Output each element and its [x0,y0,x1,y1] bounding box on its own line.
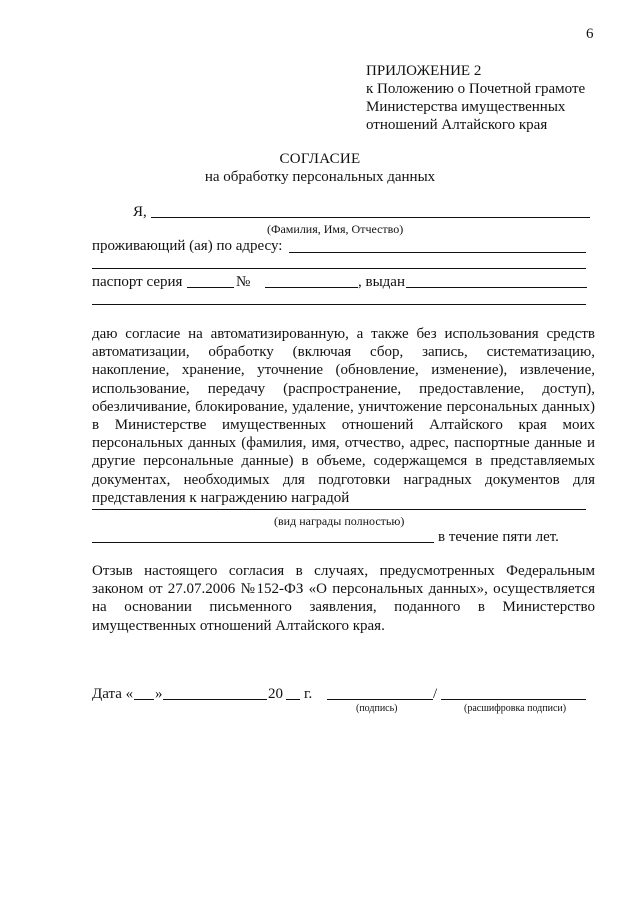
document-title [0,150,640,186]
passport-issued-field-line[interactable] [406,287,587,288]
signature-decoding-field-line[interactable] [441,699,586,700]
appendix-line: Министерства имущественных [366,99,566,115]
passport-series-field-line[interactable] [187,287,234,288]
revocation-paragraph: Отзыв настоящего согласия в случаях, предусмотренных Федеральным законом от 27.07.2006 №152-ФЗ «О персональных данных», осуществляется на основании письменного заявления, поданного в Министерство имущественных отношений Алтайского края. [92,563,595,634]
appendix-line: отношений Алтайского края [366,117,548,133]
consent-paragraph: даю согласие на автоматизированную, а также без использования средств автоматизации, обработку (включая сбор, запись, систематизацию, накопление, хранение, уточнение (обновление, изменение), извлечение, использование, передачу (распространение, предоставление, доступ), обезличивание, блокирование, удаление, уничтожение персональных данных) в Министерстве имущественных отношений Алтайского края моих персональных данных (фамилия, имя, отчество, адрес, паспортные данные и другие персональные данные) в объеме, содержащемся в представляемых документах, необходимых для подготовки наградных документов для представления к награждению наградой [92,326,595,506]
appendix-title: ПРИЛОЖЕНИЕ 2 [366,63,482,79]
page-number: 6 [586,26,594,42]
award-type-caption: (вид награды полностью) [274,514,405,528]
passport-issued-label: , выдан [358,274,405,290]
award-type-field-line[interactable] [92,509,586,510]
address-field-line[interactable] [289,252,586,253]
passport-number-field-line[interactable] [265,287,358,288]
signature-field-line[interactable] [327,699,433,700]
signature-slash: / [433,686,438,702]
date-day-field-line[interactable] [134,699,154,700]
appendix-line: к Положению о Почетной грамоте [366,81,586,97]
passport-number-label: № [236,274,251,290]
year-prefix: 20 [268,686,283,702]
i-label: Я, [133,204,147,220]
signature-decoding-caption: (расшифровка подписи) [464,703,567,714]
title-sub: на обработку персональных данных [204,169,436,185]
date-quote-close: » [155,686,163,702]
title-main: СОГЛАСИЕ [279,151,361,167]
address-field-line-2[interactable] [92,268,586,269]
date-label: Дата « [92,686,134,702]
passport-issued-field-line-2[interactable] [92,304,586,305]
date-month-field-line[interactable] [163,699,267,700]
date-year-field-line[interactable] [286,699,300,700]
passport-series-label: паспорт серия [92,274,183,290]
appendix-header [366,62,585,134]
term-text: в течение пяти лет. [438,529,559,545]
full-name-field-line[interactable] [151,217,590,218]
year-suffix: г. [304,686,313,702]
address-label: проживающий (ая) по адресу: [92,238,283,254]
full-name-caption: (Фамилия, Имя, Отчество) [267,222,404,236]
signature-caption: (подпись) [356,703,398,714]
award-type-field-line-2[interactable] [92,542,434,543]
